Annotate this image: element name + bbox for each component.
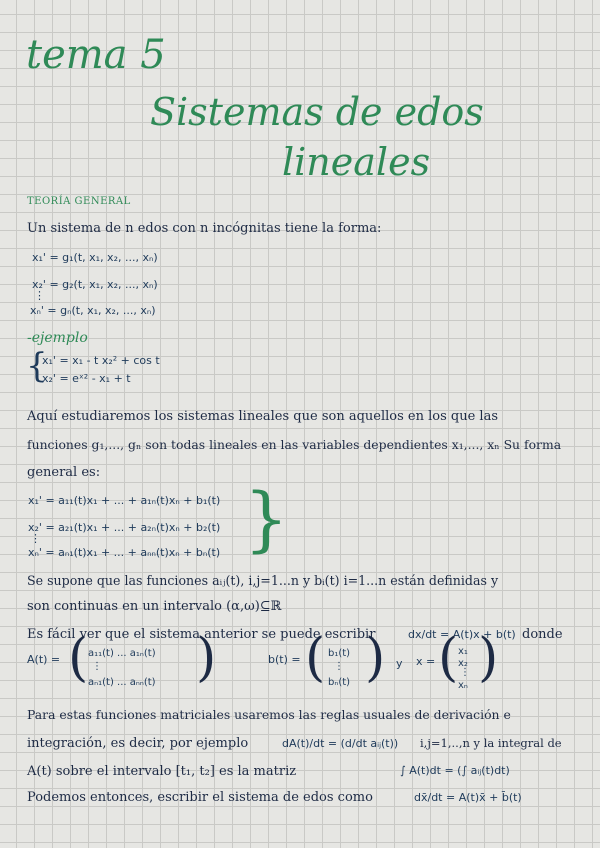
paragraph-4-integral: ∫ A(t)dt = (∫ aᵢⱼ(t)dt) xyxy=(400,764,510,777)
linear-eq-n: xₙ' = aₙ₁(t)x₁ + ... + aₙₙ(t)xₙ + bₙ(t) xyxy=(28,546,221,559)
vector-x-connector: y xyxy=(396,657,403,670)
matrix-a-row-1: a₁₁(t) ... a₁ₙ(t) xyxy=(88,648,156,659)
paragraph-3-end: donde xyxy=(522,627,563,642)
paragraph-4-indices: i,j=1,..,n y la integral de xyxy=(420,736,562,750)
vector-b-label: b(t) = xyxy=(268,653,301,666)
vector-b-left-paren: ( xyxy=(305,628,326,688)
example-eq-1: x₁' = x₁ - t x₂² + cos t xyxy=(42,354,160,367)
general-eq-n: xₙ' = gₙ(t, x₁, x₂, ..., xₙ) xyxy=(30,304,156,317)
title-line-1: tema 5 xyxy=(26,32,166,78)
paragraph-4-derivative: dA(t)/dt = (d/dt aᵢⱼ(t)) xyxy=(282,737,399,750)
paragraph-2-line-2: son continuas en un intervalo (α,ω)⊆ℝ xyxy=(27,599,282,614)
vector-b-row-2: ⋮ xyxy=(334,661,344,672)
paragraph-1-line-2: funciones g₁,..., gₙ son todas lineales en las variables dependientes x₁,..., xₙ Su forma xyxy=(27,437,562,452)
paragraph-3-text: Es fácil ver que el sistema anterior se puede escribir xyxy=(27,627,376,642)
example-brace: { xyxy=(26,346,48,386)
general-eq-2: x₂' = g₂(t, x₁, x₂, ..., xₙ) xyxy=(32,278,158,291)
matrix-a-left-paren: ( xyxy=(68,628,89,688)
paragraph-3-equation: dx/dt = A(t)x + b(t) xyxy=(408,628,516,641)
paragraph-2-line-1: Se supone que las funciones aᵢⱼ(t), i,j=1...n y bᵢ(t) i=1...n están definidas y xyxy=(27,573,499,588)
linear-eq-1: x₁' = a₁₁(t)x₁ + ... + a₁ₙ(t)xₙ + b₁(t) xyxy=(28,494,221,507)
vector-x-row-2: x₂ xyxy=(458,658,468,669)
general-eq-dots: ⋮ xyxy=(34,289,45,302)
vector-b-right-paren: ) xyxy=(365,628,386,688)
section-heading: TEORÍA GENERAL xyxy=(27,196,131,207)
matrix-a-row-3: aₙ₁(t) ... aₙₙ(t) xyxy=(88,677,156,688)
paragraph-4-line-1: Para estas funciones matriciales usaremos las reglas usuales de derivación e xyxy=(27,707,511,722)
matrix-a-row-2: ⋮ xyxy=(92,661,102,672)
title-line-2: Sistemas de edos xyxy=(150,90,484,134)
linear-system-brace: } xyxy=(244,478,289,560)
intro-text: Un sistema de n edos con n incógnitas tiene la forma: xyxy=(27,221,382,236)
example-label: -ejemplo xyxy=(27,330,88,346)
vector-x-row-3: ⋮ xyxy=(460,667,470,678)
general-eq-1: x₁' = g₁(t, x₁, x₂, ..., xₙ) xyxy=(32,251,158,264)
vector-b-row-3: bₙ(t) xyxy=(328,677,351,688)
paragraph-5-equation: dx̄/dt = A(t)x̄ + b̄(t) xyxy=(414,791,522,804)
linear-eq-dots: ⋮ xyxy=(30,532,41,545)
matrix-a-right-paren: ) xyxy=(196,628,217,688)
paragraph-5-text: Podemos entonces, escribir el sistema de edos como xyxy=(27,790,373,805)
paragraph-4-line-2: integración, es decir, por ejemplo xyxy=(27,736,249,751)
matrix-a-label: A(t) = xyxy=(27,653,61,666)
example-eq-2: x₂' = eˣ² - x₁ + t xyxy=(42,372,131,385)
vector-b-row-1: b₁(t) xyxy=(328,648,351,659)
vector-x-left-paren: ( xyxy=(438,628,459,688)
paragraph-1-line-1: Aquí estudiaremos los sistemas lineales que son aquellos en los que las xyxy=(27,409,498,424)
linear-eq-2: x₂' = a₂₁(t)x₁ + ... + a₂ₙ(t)xₙ + b₂(t) xyxy=(28,521,221,534)
vector-x-label: x = xyxy=(416,655,436,668)
vector-x-right-paren: ) xyxy=(478,628,499,688)
paragraph-4-line-3: A(t) sobre el intervalo [t₁, t₂] es la matriz xyxy=(27,764,297,779)
title-line-3: lineales xyxy=(282,140,431,184)
vector-x-row-4: xₙ xyxy=(458,680,468,691)
vector-x-row-1: x₁ xyxy=(458,646,468,657)
paragraph-1-line-3: general es: xyxy=(27,465,101,480)
